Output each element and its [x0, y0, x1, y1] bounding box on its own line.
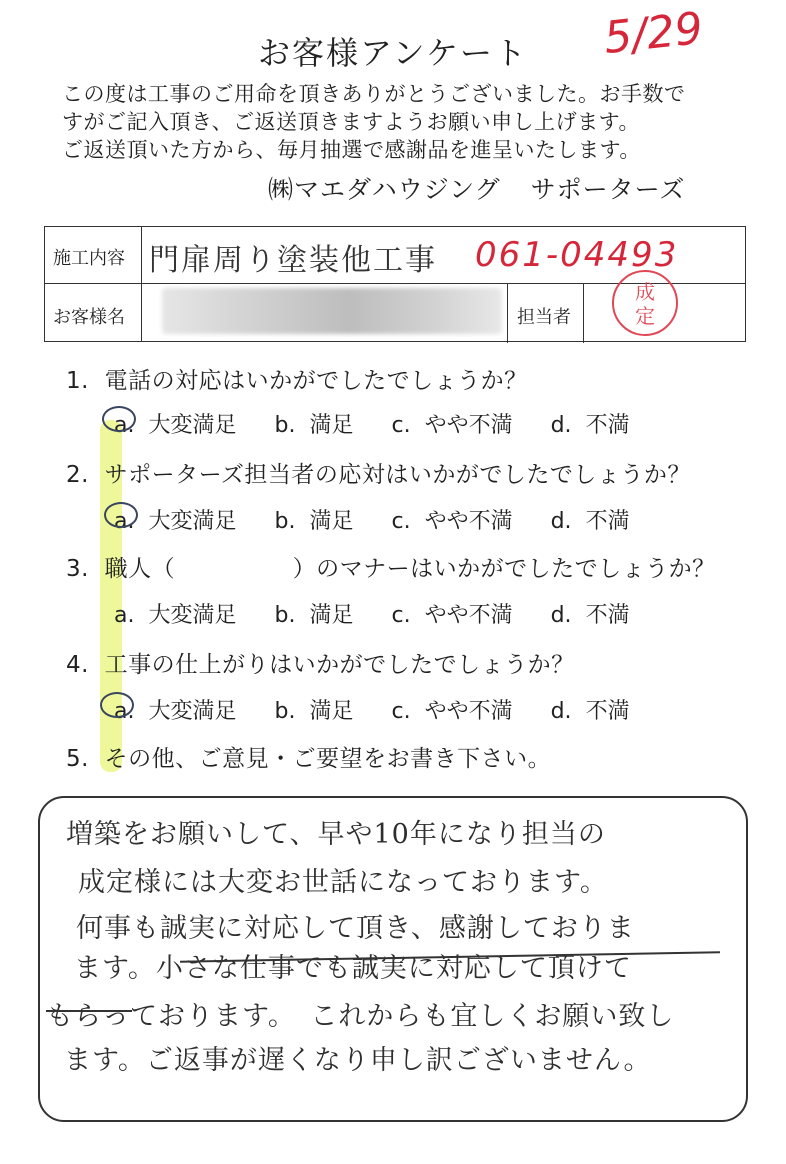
comment-line-3: 何事も誠実に対応して頂き、感謝しておりま — [76, 913, 635, 944]
company-name: ㈱マエダハウジング — [268, 175, 501, 204]
options-3 — [114, 598, 630, 629]
option-d[interactable]: d. 不満 — [550, 509, 630, 534]
comment-line-6: ます。ご返事が遅くなり申し訳ございません。 — [64, 1045, 652, 1076]
question-3: 3. 職人（ ）のマナーはいかがでしたでしょうか？ — [66, 556, 716, 582]
intro-line-1: この度は工事のご用命を頂きありがとうございました。お手数で — [62, 82, 686, 106]
comment-line-4: ます。小さな仕事でも誠実に対応して頂けて — [74, 953, 632, 984]
customer-name-redacted — [162, 288, 502, 334]
work-number-value: 061-04493 — [475, 235, 679, 275]
option-c[interactable]: c. やや不満 — [391, 413, 513, 438]
option-c[interactable]: c. やや不満 — [391, 603, 513, 628]
work-content-value: 門扉周り塗装他工事 — [149, 243, 437, 278]
page-title: お客様アンケート — [257, 34, 529, 72]
option-c[interactable]: c. やや不満 — [391, 699, 513, 724]
staff-label: 担当者 — [517, 307, 571, 328]
table-column-line — [507, 283, 508, 343]
question-4: 4. 工事の仕上がりはいかがでしたでしょうか？ — [66, 652, 575, 678]
option-d[interactable]: d. 不満 — [550, 699, 630, 724]
selected-circle — [100, 692, 134, 718]
option-b[interactable]: b. 満足 — [274, 413, 354, 438]
option-c[interactable]: c. やや不満 — [391, 509, 513, 534]
option-a[interactable]: a. 大変満足 — [114, 694, 237, 725]
handwritten-date: 5/29 — [601, 2, 706, 65]
work-label: 施工内容 — [53, 248, 125, 269]
customer-label: お客様名 — [53, 307, 125, 328]
comment-line-2: 成定様には大変お世話になっております。 — [78, 867, 608, 898]
intro-line-2: すがご記入頂き、ご返送頂きますようお願い申し上げます。 — [62, 110, 640, 134]
table-column-line — [141, 227, 142, 341]
option-d[interactable]: d. 不満 — [550, 413, 630, 438]
staff-seal-stamp: 成 定 — [612, 270, 678, 336]
options-4 — [114, 694, 630, 725]
company-signature — [268, 170, 685, 206]
option-a[interactable]: a. 大変満足 — [114, 603, 237, 628]
option-a[interactable]: a. 大変満足 — [114, 408, 237, 439]
selected-circle — [102, 406, 136, 432]
options-2 — [114, 504, 630, 535]
comment-line-5: もらっております。 これからも宜しくお願い致し — [46, 1001, 675, 1032]
option-b[interactable]: b. 満足 — [274, 509, 354, 534]
company-dept: サポーターズ — [530, 175, 686, 204]
comment-line-1: 増築をお願いして、早や10年になり担当の — [66, 819, 606, 850]
question-2: 2. サポーターズ担当者の応対はいかがでしたでしょうか？ — [66, 462, 691, 488]
selected-circle — [104, 502, 138, 528]
strikethrough-line — [46, 1010, 132, 1012]
options-1 — [114, 408, 630, 439]
option-d[interactable]: d. 不満 — [550, 603, 630, 628]
intro-line-3: ご返送頂いた方から、毎月抽選で感謝品を進呈いたします。 — [62, 138, 641, 162]
option-b[interactable]: b. 満足 — [274, 699, 354, 724]
option-b[interactable]: b. 満足 — [274, 603, 354, 628]
question-5: 5. その他、ご意見・ご要望をお書き下さい。 — [66, 746, 552, 772]
option-a[interactable]: a. 大変満足 — [114, 504, 237, 535]
table-column-line — [583, 283, 584, 343]
question-1: 1. 電話の対応はいかがでしたでしょうか？ — [66, 368, 528, 394]
